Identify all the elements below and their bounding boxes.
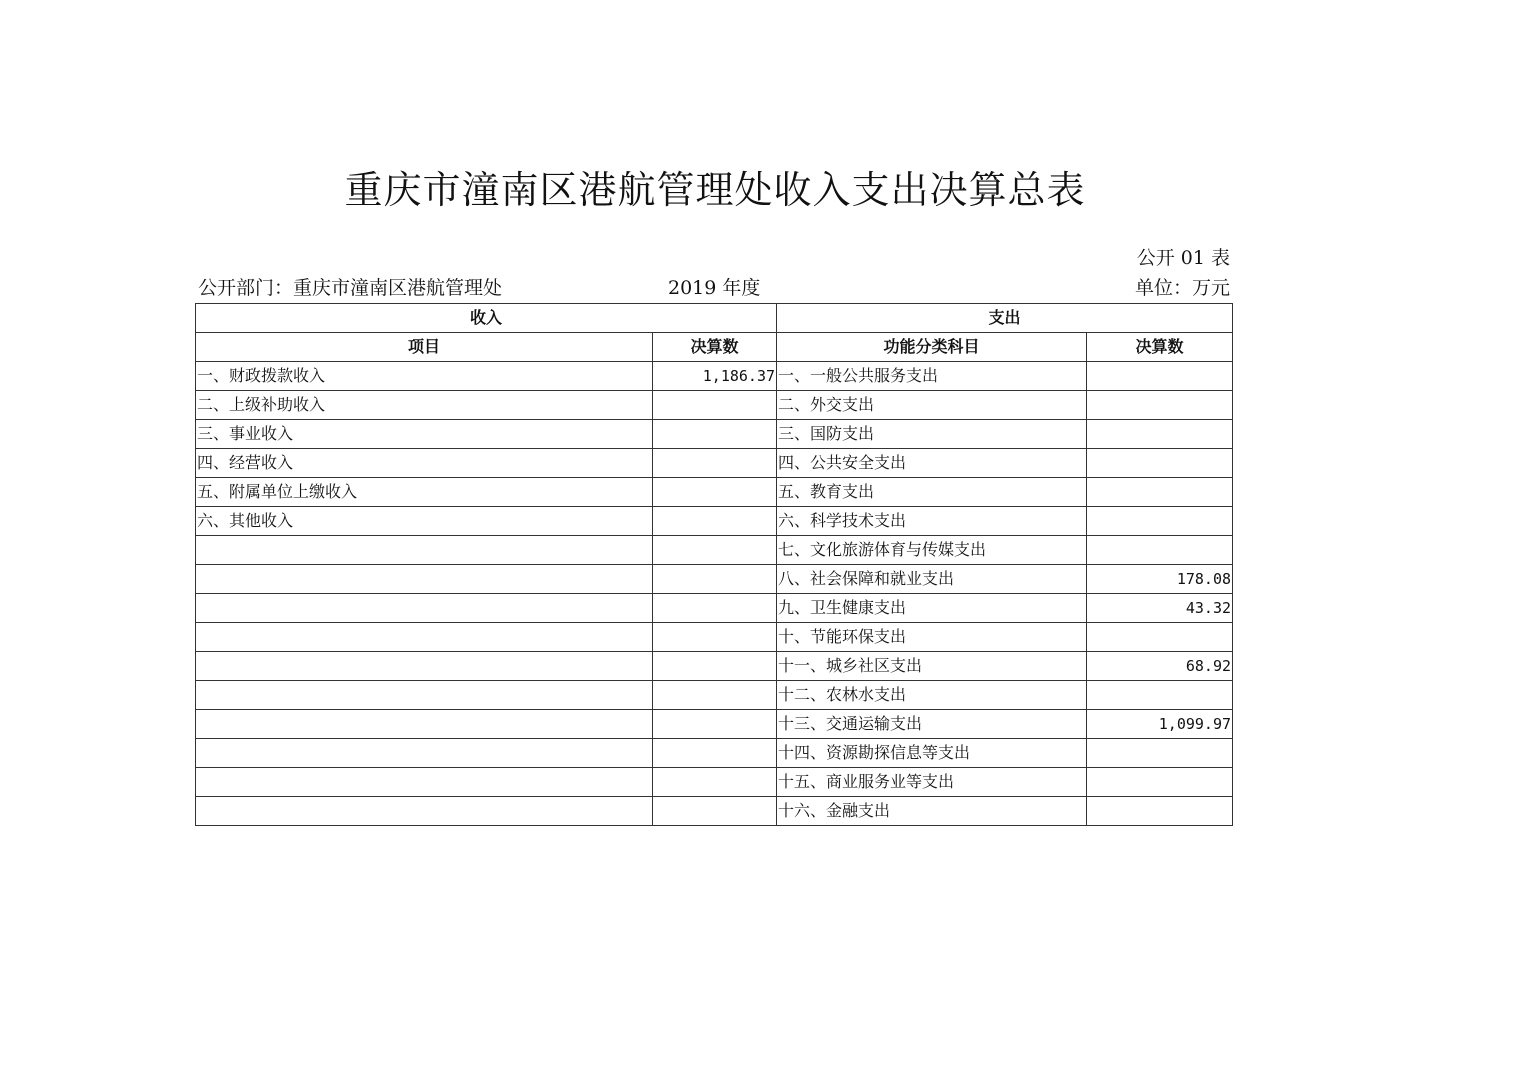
page-title: 重庆市潼南区港航管理处收入支出决算总表 bbox=[344, 168, 1086, 212]
table-row bbox=[196, 768, 1233, 797]
expense-item-cell: 十四、资源勘探信息等支出 bbox=[777, 739, 1087, 768]
expense-amount-cell: 43.32 bbox=[1087, 594, 1233, 623]
expense-item-cell: 九、卫生健康支出 bbox=[777, 594, 1087, 623]
table-row bbox=[196, 507, 1233, 536]
expense-group-header: 支出 bbox=[777, 304, 1233, 333]
table-row bbox=[196, 478, 1233, 507]
table-row bbox=[196, 391, 1233, 420]
expense-item-cell: 三、国防支出 bbox=[777, 420, 1087, 449]
budget-table bbox=[195, 303, 1233, 826]
income-item-cell: 一、财政拨款收入 bbox=[196, 362, 653, 391]
income-item-cell: 五、附属单位上缴收入 bbox=[196, 478, 653, 507]
income-amount-cell bbox=[653, 507, 777, 536]
expense-item-cell: 十一、城乡社区支出 bbox=[777, 652, 1087, 681]
expense-item-cell: 七、文化旅游体育与传媒支出 bbox=[777, 536, 1087, 565]
table-row bbox=[196, 536, 1233, 565]
expense-item-cell: 六、科学技术支出 bbox=[777, 507, 1087, 536]
expense-amount-cell bbox=[1087, 362, 1233, 391]
column-header-expense-amount: 决算数 bbox=[1087, 333, 1233, 362]
expense-amount-cell bbox=[1087, 420, 1233, 449]
expense-item-cell: 二、外交支出 bbox=[777, 391, 1087, 420]
expense-amount-cell bbox=[1087, 507, 1233, 536]
expense-amount-cell bbox=[1087, 623, 1233, 652]
income-group-header: 收入 bbox=[196, 304, 777, 333]
income-item-cell bbox=[196, 594, 653, 623]
table-row bbox=[196, 449, 1233, 478]
table-row bbox=[196, 739, 1233, 768]
income-amount-cell bbox=[653, 565, 777, 594]
table-column-header-row bbox=[196, 333, 1233, 362]
column-header-income-amount: 决算数 bbox=[653, 333, 777, 362]
income-item-cell: 四、经营收入 bbox=[196, 449, 653, 478]
expense-item-cell: 八、社会保障和就业支出 bbox=[777, 565, 1087, 594]
income-amount-cell: 1,186.37 bbox=[653, 362, 777, 391]
income-amount-cell bbox=[653, 391, 777, 420]
expense-amount-cell bbox=[1087, 768, 1233, 797]
income-item-cell bbox=[196, 623, 653, 652]
income-item-cell bbox=[196, 536, 653, 565]
expense-amount-cell bbox=[1087, 681, 1233, 710]
income-amount-cell bbox=[653, 623, 777, 652]
income-item-cell bbox=[196, 710, 653, 739]
table-row bbox=[196, 565, 1233, 594]
income-amount-cell bbox=[653, 681, 777, 710]
column-header-function: 功能分类科目 bbox=[777, 333, 1087, 362]
table-group-header-row bbox=[196, 304, 1233, 333]
expense-item-cell: 十六、金融支出 bbox=[777, 797, 1087, 826]
income-item-cell: 二、上级补助收入 bbox=[196, 391, 653, 420]
expense-item-cell: 十二、农林水支出 bbox=[777, 681, 1087, 710]
table-row bbox=[196, 420, 1233, 449]
expense-amount-cell bbox=[1087, 391, 1233, 420]
table-row bbox=[196, 362, 1233, 391]
expense-item-cell: 十三、交通运输支出 bbox=[777, 710, 1087, 739]
income-amount-cell bbox=[653, 710, 777, 739]
income-amount-cell bbox=[653, 420, 777, 449]
income-amount-cell bbox=[653, 449, 777, 478]
income-amount-cell bbox=[653, 797, 777, 826]
income-item-cell: 六、其他收入 bbox=[196, 507, 653, 536]
income-amount-cell bbox=[653, 594, 777, 623]
income-amount-cell bbox=[653, 768, 777, 797]
table-row bbox=[196, 681, 1233, 710]
table-row bbox=[196, 797, 1233, 826]
unit-label: 单位：万元 bbox=[1134, 277, 1230, 299]
income-amount-cell bbox=[653, 478, 777, 507]
form-number: 公开 01 表 bbox=[1136, 247, 1230, 269]
expense-amount-cell: 1,099.97 bbox=[1087, 710, 1233, 739]
income-item-cell bbox=[196, 739, 653, 768]
expense-amount-cell bbox=[1087, 739, 1233, 768]
income-item-cell bbox=[196, 565, 653, 594]
expense-item-cell: 十五、商业服务业等支出 bbox=[777, 768, 1087, 797]
table-row bbox=[196, 594, 1233, 623]
table-row bbox=[196, 652, 1233, 681]
department-label: 公开部门：重庆市潼南区港航管理处 bbox=[198, 277, 503, 299]
column-header-item: 项目 bbox=[196, 333, 653, 362]
expense-amount-cell bbox=[1087, 478, 1233, 507]
expense-item-cell: 五、教育支出 bbox=[777, 478, 1087, 507]
income-amount-cell bbox=[653, 536, 777, 565]
income-amount-cell bbox=[653, 739, 777, 768]
table-row bbox=[196, 710, 1233, 739]
expense-amount-cell bbox=[1087, 449, 1233, 478]
table-row bbox=[196, 623, 1233, 652]
income-item-cell: 三、事业收入 bbox=[196, 420, 653, 449]
expense-amount-cell: 178.08 bbox=[1087, 565, 1233, 594]
expense-amount-cell: 68.92 bbox=[1087, 652, 1233, 681]
income-item-cell bbox=[196, 681, 653, 710]
fiscal-year: 2019 年度 bbox=[668, 277, 761, 299]
income-amount-cell bbox=[653, 652, 777, 681]
expense-item-cell: 四、公共安全支出 bbox=[777, 449, 1087, 478]
expense-amount-cell bbox=[1087, 536, 1233, 565]
expense-amount-cell bbox=[1087, 797, 1233, 826]
expense-item-cell: 一、一般公共服务支出 bbox=[777, 362, 1087, 391]
income-item-cell bbox=[196, 797, 653, 826]
expense-item-cell: 十、节能环保支出 bbox=[777, 623, 1087, 652]
income-item-cell bbox=[196, 652, 653, 681]
income-item-cell bbox=[196, 768, 653, 797]
